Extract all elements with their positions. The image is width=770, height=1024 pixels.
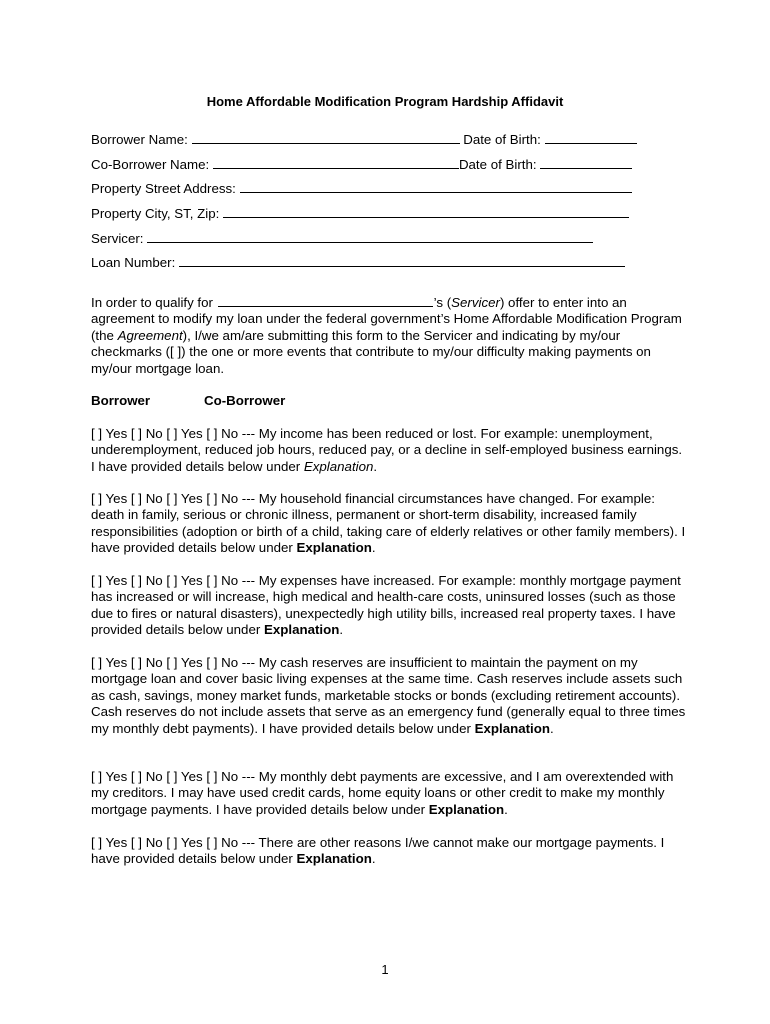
item-end: . [504, 801, 508, 817]
page-number: 1 [381, 962, 389, 977]
checkbox-group[interactable]: [ ] Yes [ ] No [ ] Yes [ ] No --- [91, 426, 259, 441]
borrower-name-field[interactable] [192, 131, 460, 144]
coborrower-name-field[interactable] [213, 156, 459, 169]
checkbox-group[interactable]: [ ] Yes [ ] No [ ] Yes [ ] No --- [91, 769, 259, 784]
explanation-ref: Explanation [263, 622, 340, 638]
city-field[interactable] [223, 205, 629, 218]
coborrower-name-label: Co-Borrower Name: [91, 157, 210, 172]
street-address-label: Property Street Address: [91, 181, 236, 196]
item-end: . [339, 622, 344, 638]
borrower-name-row [91, 131, 637, 148]
explanation-ref: Explanation [296, 540, 372, 556]
loan-number-label: Loan Number: [91, 255, 176, 270]
coborrower-name-row [91, 156, 632, 173]
hardship-item-household[interactable] [91, 491, 689, 557]
intro-servicer-word: Servicer [451, 295, 500, 310]
intro-agreement-word: Agreement [117, 327, 183, 343]
intro-text-2: ’s ( [433, 295, 452, 310]
servicer-label: Servicer: [91, 231, 144, 246]
hardship-item-debt[interactable] [91, 769, 689, 818]
item-text: My expenses have increased. For example: monthly mortgage payment has increased or will increase, high medical and health-care costs, uninsured losses (such as those due to fires or natural disasters), unexpectedly high utility bills, increased real property taxes. I have provided details below under [91, 573, 681, 638]
street-address-row [91, 180, 632, 197]
coborrower-dob-field[interactable] [540, 156, 632, 169]
coborrower-column-header: Co-Borrower [204, 393, 286, 408]
servicer-field[interactable] [147, 230, 593, 243]
hardship-item-expenses[interactable] [91, 573, 689, 639]
intro-text-1: In order to qualify for [91, 295, 213, 310]
item-text: My household financial circumstances have changed. For example: death in family, serious or chronic illness, permanent or short-term disability, increased family responsibilities (adoption or birth of a child, taking care of elderly relatives or other family members). I have provided details below under [91, 491, 686, 556]
hardship-item-income[interactable] [91, 426, 689, 475]
checkbox-group[interactable]: [ ] Yes [ ] No [ ] Yes [ ] No --- [91, 573, 259, 588]
checkbox-group[interactable]: [ ] Yes [ ] No [ ] Yes [ ] No --- [91, 655, 259, 670]
loan-number-field[interactable] [179, 254, 625, 267]
explanation-ref: Explanation [428, 801, 505, 817]
checkbox-group[interactable]: [ ] Yes [ ] No [ ] Yes [ ] No --- [91, 835, 259, 850]
item-text: My monthly debt payments are excessive, and I am overextended with my creditors. I may have used credit cards, home equity loans or other credit to make my monthly mortgage payments. I have provided details below under [91, 769, 674, 817]
servicer-row [91, 230, 593, 247]
item-end: . [549, 720, 554, 736]
checkbox-group[interactable]: [ ] Yes [ ] No [ ] Yes [ ] No --- [91, 491, 259, 506]
intro-text-3: ) offer to enter into an agreement to modify my loan under the federal government’s Home Affordable Modification Program (the [91, 295, 682, 343]
city-label: Property City, ST, Zip: [91, 206, 220, 221]
intro-text-4: ), I/we am/are submitting this form to the Servicer and indicating by my/our checkmarks ([ ]) the one or more events that contribute to my/our difficulty making payments on my/our mortgage loan. [91, 327, 651, 376]
item-text: My income has been reduced or lost. For example: unemployment, underemployment, reduced job hours, reduced pay, or a decline in self-employed business earnings. I have provided details below under [91, 426, 683, 474]
hardship-item-cash-reserves[interactable] [91, 655, 689, 737]
document-title: Home Affordable Modification Program Hardship Affidavit [206, 94, 564, 109]
item-end: . [371, 851, 376, 867]
city-row [91, 205, 629, 222]
hardship-item-other[interactable] [91, 835, 689, 868]
date-of-birth-label: Date of Birth: [463, 132, 541, 147]
item-end: . [371, 540, 376, 556]
date-of-birth-label-2: Date of Birth: [458, 157, 537, 172]
intro-paragraph [91, 294, 689, 377]
borrower-name-label: Borrower Name: [91, 132, 188, 147]
servicer-name-blank[interactable] [218, 294, 433, 307]
street-address-field[interactable] [240, 180, 632, 193]
item-text: My cash reserves are insufficient to maintain the payment on my mortgage loan and cover basic living expenses at the same time. Cash reserves include assets such as cash, savings, money market funds, marketable stocks or bonds (excluding retirement accounts). Cash reserves do not include assets that serve as an emergency fund (generally equal to three times my monthly debt payments). I have provided details below under [91, 655, 686, 736]
explanation-ref: Explanation [474, 720, 550, 736]
explanation-ref: Explanation [296, 851, 372, 867]
borrower-dob-field[interactable] [545, 131, 637, 144]
borrower-column-header: Borrower [91, 393, 151, 408]
item-text: There are other reasons I/we cannot make our mortgage payments. I have provided details below under [91, 835, 665, 867]
item-end: . [373, 458, 378, 474]
loan-number-row [91, 254, 625, 271]
explanation-ref: Explanation [303, 458, 374, 474]
